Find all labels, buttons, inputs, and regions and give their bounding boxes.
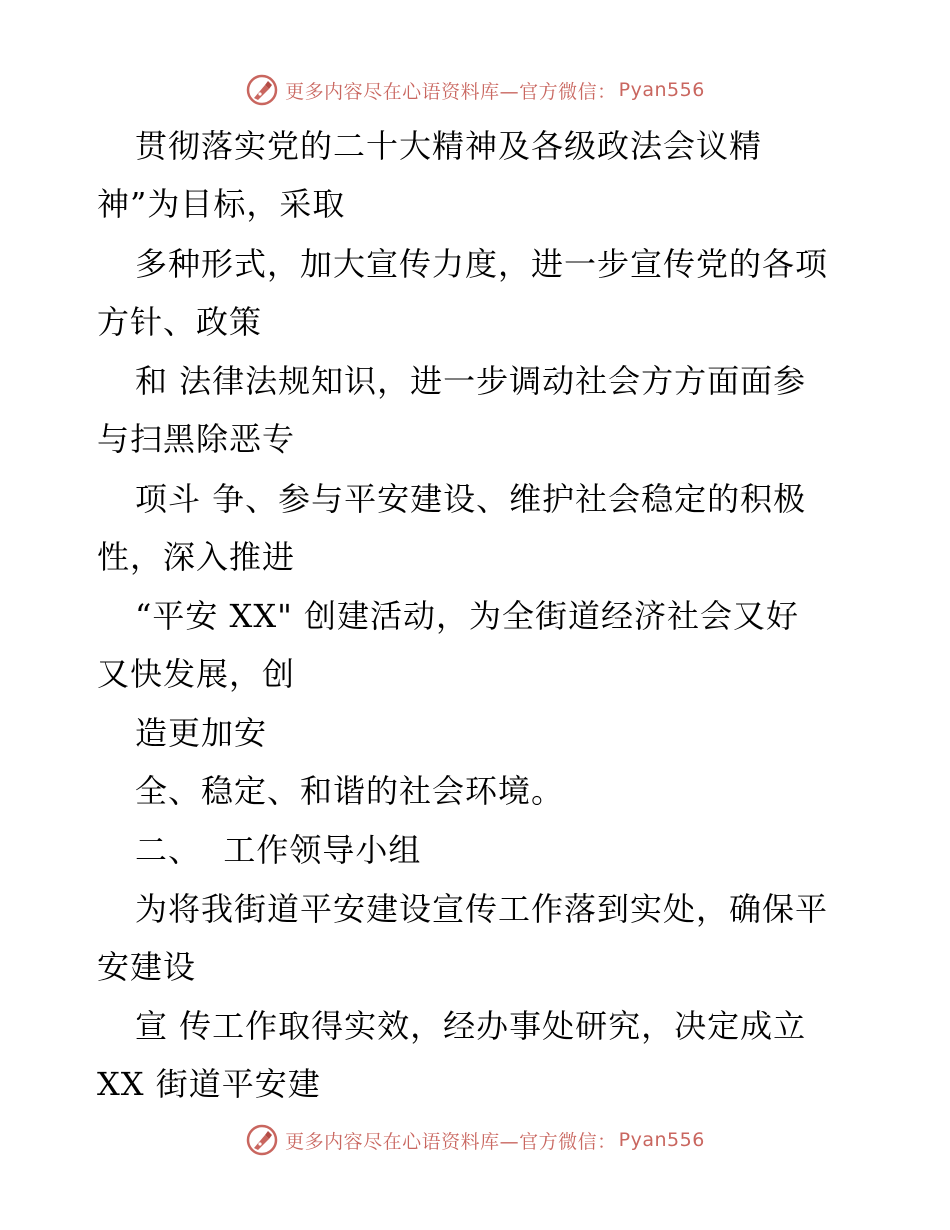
text-line: 贯彻落实党的二十大精神及各级政法会议精: [135, 127, 763, 165]
text-line: 全、稳定、和谐的社会环境。: [135, 772, 565, 810]
text-line: 和 法律法规知识，进一步调动社会方方面面参: [135, 362, 807, 400]
text-line: 性，深入推进: [97, 538, 296, 576]
footer-watermark: [0, 1120, 950, 1160]
text-line: 多种形式，加大宣传力度，进一步宣传党的各项: [135, 245, 829, 283]
header-watermark: [0, 70, 950, 110]
text-line: 项斗 争、参与平安建设、维护社会稳定的积极: [135, 480, 807, 518]
text-line: 方针、政策: [97, 303, 263, 341]
text-line: “平安 XX" 创建活动，为全街道经济社会又好: [135, 597, 799, 635]
watermark-wechat-id: Pyan556: [618, 79, 705, 101]
pen-nib-circle-icon: [245, 73, 279, 107]
text-line: 为将我街道平安建设宣传工作落到实处，确保平: [135, 890, 829, 928]
text-line: 与扫黑除恶专: [97, 420, 296, 458]
watermark-text: 更多内容尽在心语资料库—官方微信：: [285, 80, 617, 103]
text-line: 安建设: [97, 948, 197, 986]
text-line: 造更加安: [135, 714, 268, 752]
pen-nib-circle-icon: [245, 1123, 279, 1157]
section-heading: 二、 工作领导小组: [135, 831, 422, 869]
text-line: 神”为目标，采取: [97, 185, 346, 223]
text-line: 又快发展，创: [97, 655, 296, 693]
text-line: XX 街道平安建: [97, 1065, 321, 1103]
watermark-text: 更多内容尽在心语资料库—官方微信：: [285, 1130, 617, 1153]
watermark-wechat-id: Pyan556: [618, 1129, 705, 1151]
text-line: 宣 传工作取得实效，经办事处研究，决定成立: [135, 1007, 807, 1045]
